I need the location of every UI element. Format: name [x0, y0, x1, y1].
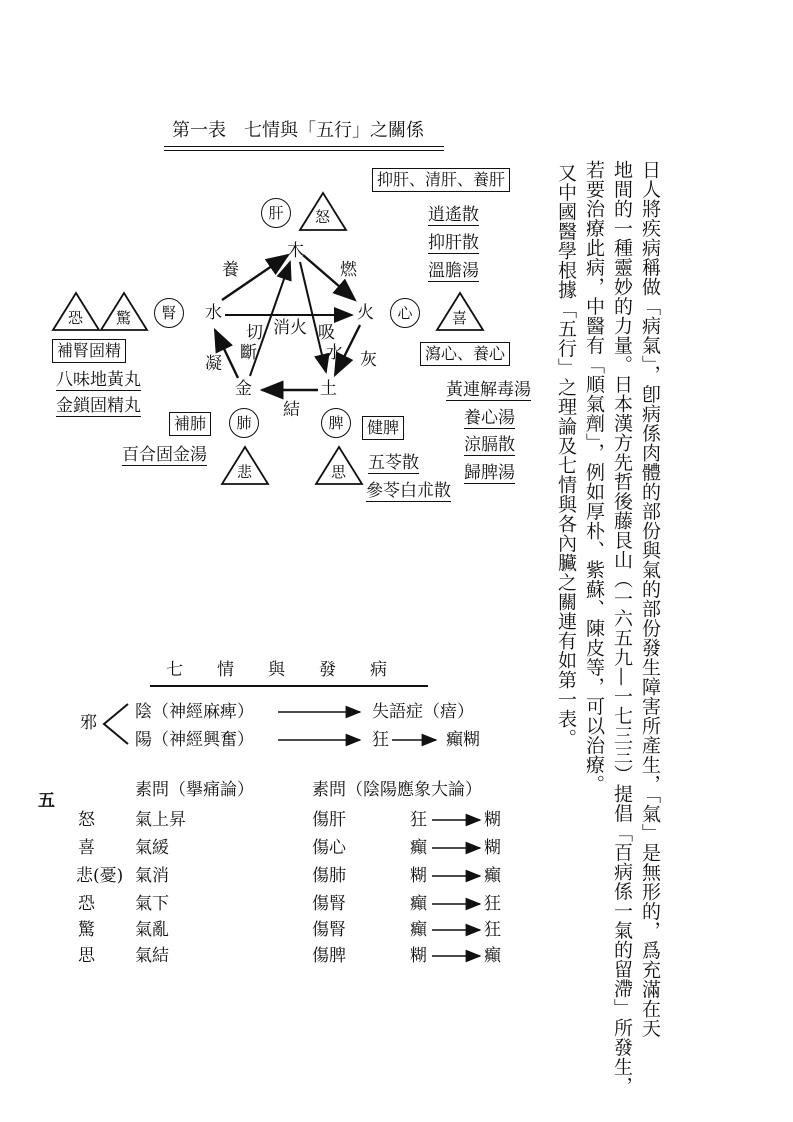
relation-jie: 結 [283, 400, 300, 420]
relation-ning: 凝 [205, 354, 222, 374]
relation-xiaohuo: 消火 [273, 318, 307, 338]
emotion-thought: 思 [331, 463, 347, 481]
element-earth: 土 [320, 379, 337, 399]
row-qi: 氣緩 [135, 838, 169, 858]
row-harm: 傷腎 [312, 894, 346, 914]
xie-label: 邪 [80, 713, 97, 733]
organ-lung: 肺 [229, 408, 259, 438]
arrow-wood-to-earth [300, 262, 326, 372]
emotion-joy: 喜 [452, 309, 468, 327]
row-harm: 傷腎 [312, 920, 346, 940]
table1-title: 第一表 七情與「五行」之關係 [172, 120, 424, 141]
row-harm: 傷心 [312, 838, 346, 858]
row-qi: 氣上昇 [135, 810, 186, 830]
body-column-2: 地間的一種靈妙的力量。日本漢方先哲後藤艮山（一六五九—一七三三）提倡「百病係一氣的留滯」所發生， [611, 160, 633, 1096]
row-emotion: 驚 [78, 920, 95, 940]
spleen-treatment-box: 健脾 [362, 416, 404, 440]
row-emotion: 喜 [78, 838, 95, 858]
row-qi: 氣下 [135, 894, 169, 914]
xie-bracket [104, 704, 128, 744]
organ-kidney: 腎 [154, 298, 184, 328]
row-from: 糊 [410, 866, 427, 886]
heart-drug-2: 養心湯 [464, 408, 515, 428]
header-jutonglun: 素問（擧痛論） [135, 780, 254, 800]
relation-ran: 燃 [340, 260, 357, 280]
emotion-anger: 怒 [315, 208, 331, 226]
row-qi: 氣亂 [135, 920, 169, 940]
relation-shui: 水 [326, 343, 343, 363]
element-fire: 火 [357, 303, 374, 323]
row-from: 糊 [410, 946, 427, 966]
row-to: 糊 [484, 838, 501, 858]
spleen-drug-2: 參苓白朮散 [366, 481, 451, 501]
row-harm: 傷肺 [312, 866, 346, 886]
emotion-fright: 驚 [116, 309, 132, 327]
body-column-3: 若要治療此病，中醫有「順氣劑」，例如厚朴、紫蘇、陳皮等，可以治療。 [583, 160, 605, 794]
row-harm: 傷肝 [312, 810, 346, 830]
row-from: 癲 [410, 838, 427, 858]
yang-result-b: 癲糊 [446, 730, 480, 750]
row-emotion: 恐 [78, 894, 95, 914]
yin-result: 失語症（瘖） [372, 702, 474, 722]
body-column-1: 日人將疾病稱做「病氣」，卽病係肉體的部份與氣的部份發生障害所產生，「氣」是無形的，爲充滿在天 [639, 160, 661, 1038]
row-to: 狂 [484, 894, 501, 914]
row-qi: 氣結 [135, 946, 169, 966]
lung-treatment-box: 補肺 [169, 412, 211, 436]
organ-heart: 心 [390, 298, 420, 328]
page-number: 五 [38, 791, 55, 811]
yang-label: 陽（神經興奮） [135, 730, 254, 750]
element-wood: 木 [287, 241, 304, 261]
liver-drug-3: 溫膽湯 [428, 261, 479, 281]
kidney-drug-1: 八味地黃丸 [56, 370, 141, 390]
emotion-sorrow: 悲 [237, 463, 253, 481]
yang-result-a: 狂 [372, 730, 389, 750]
row-to: 癲 [484, 946, 501, 966]
row-emotion: 悲(憂) [76, 866, 124, 886]
emotion-fear: 恐 [68, 309, 84, 327]
organ-liver: 肝 [261, 198, 291, 228]
section2-title: 七 情 與 發 病 [166, 660, 387, 680]
row-to: 癲 [484, 866, 501, 886]
liver-drug-2: 抑肝散 [428, 233, 479, 253]
kidney-drug-2: 金鎖固精丸 [56, 396, 141, 416]
row-emotion: 怒 [78, 810, 95, 830]
heart-drug-4: 歸脾湯 [464, 463, 515, 483]
row-to: 狂 [484, 920, 501, 940]
row-from: 癲 [410, 920, 427, 940]
heart-drug-1: 黃連解毒湯 [446, 380, 531, 400]
yin-label: 陰（神經麻痺） [135, 702, 254, 722]
relation-qie: 切 [246, 323, 263, 343]
row-emotion: 思 [78, 946, 95, 966]
relation-xi: 吸 [318, 323, 335, 343]
row-qi: 氣消 [135, 866, 169, 886]
row-from: 癲 [410, 894, 427, 914]
header-yinyang: 素問（陰陽應象大論） [312, 780, 482, 800]
relation-duan: 斷 [240, 343, 257, 363]
row-harm: 傷脾 [312, 946, 346, 966]
organ-spleen: 脾 [321, 408, 351, 438]
element-water: 水 [205, 303, 222, 323]
relation-hui: 灰 [360, 350, 377, 370]
heart-treatment-box: 瀉心、養心 [420, 342, 510, 366]
spleen-drug-1: 五苓散 [368, 453, 419, 473]
liver-treatment-box: 抑肝、清肝、養肝 [372, 168, 510, 192]
liver-drug-1: 逍遙散 [428, 205, 479, 225]
body-column-4: 又中國醫學根據「五行」之理論及七情與各內臟之關連有如第一表。 [555, 163, 577, 748]
row-to: 糊 [484, 810, 501, 830]
heart-drug-3: 涼膈散 [464, 435, 515, 455]
lung-drug-1: 百合固金湯 [122, 445, 207, 465]
row-from: 狂 [410, 810, 427, 830]
relation-yang: 養 [222, 260, 239, 280]
element-metal: 金 [235, 379, 252, 399]
kidney-treatment-box: 補腎固精 [52, 339, 126, 363]
